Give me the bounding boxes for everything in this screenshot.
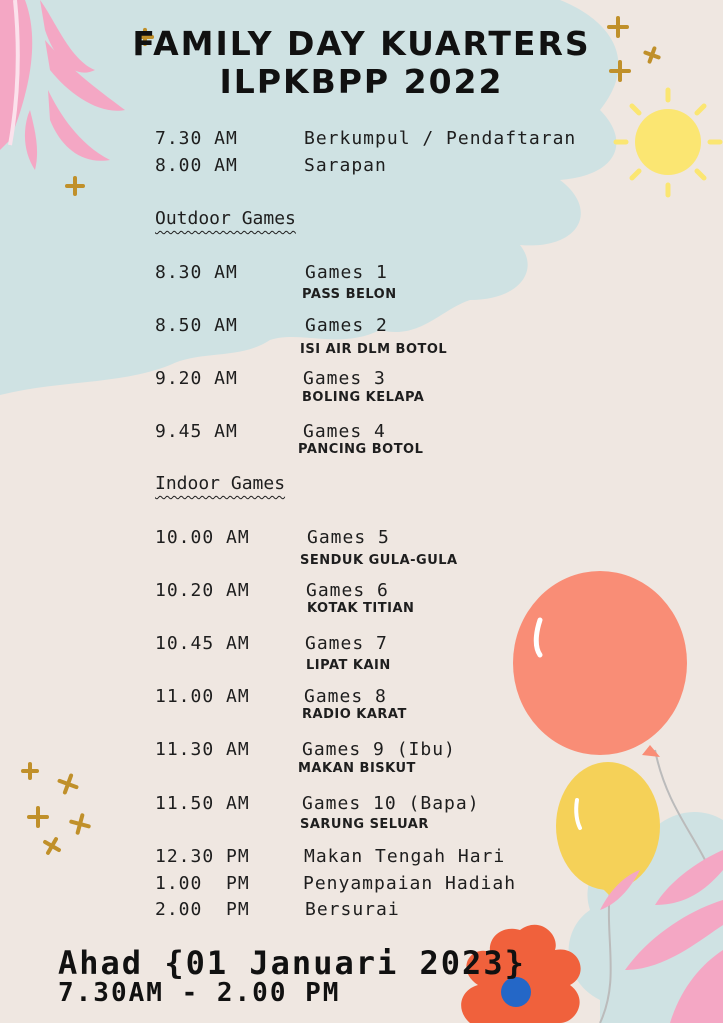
schedule-time: 11.30 AM — [155, 739, 250, 760]
event-hours: 7.30AM - 2.00 PM — [58, 978, 341, 1008]
schedule-activity: Games 5 — [307, 527, 390, 548]
schedule-time: 11.00 AM — [155, 686, 250, 707]
schedule-time: 7.30 AM — [155, 128, 238, 149]
schedule-activity: Bersurai — [305, 899, 400, 920]
schedule-activity: Games 8 — [304, 686, 387, 707]
game-name: SENDUK GULA-GULA — [300, 553, 458, 568]
schedule-time: 8.00 AM — [155, 155, 238, 176]
schedule-time: 2.00 PM — [155, 899, 250, 920]
schedule-activity: Games 3 — [303, 368, 386, 389]
game-name: BOLING KELAPA — [302, 390, 425, 405]
schedule-time: 11.50 AM — [155, 793, 250, 814]
game-name: MAKAN BISKUT — [298, 761, 416, 776]
schedule-time: 10.20 AM — [155, 580, 250, 601]
game-name: PANCING BOTOL — [298, 442, 424, 457]
schedule-activity: Games 2 — [305, 315, 388, 336]
schedule-time: 8.50 AM — [155, 315, 238, 336]
schedule-time: 9.20 AM — [155, 368, 238, 389]
sun-icon — [616, 90, 720, 195]
schedule-activity: Games 4 — [303, 421, 386, 442]
game-name: LIPAT KAIN — [306, 658, 391, 673]
schedule-activity: Penyampaian Hadiah — [303, 873, 517, 894]
event-date: Ahad {01 Januari 2023} — [58, 944, 526, 982]
schedule-time: 10.00 AM — [155, 527, 250, 548]
schedule-time: 1.00 PM — [155, 873, 250, 894]
schedule-time: 12.30 PM — [155, 846, 250, 867]
page-subtitle: ILPKBPP 2022 — [219, 62, 504, 101]
schedule-activity: Games 10 (Bapa) — [302, 793, 480, 814]
game-name: ISI AIR DLM BOTOL — [300, 342, 448, 357]
schedule-time: 10.45 AM — [155, 633, 250, 654]
schedule-activity: Berkumpul / Pendaftaran — [304, 128, 577, 149]
outdoor-games-heading: Outdoor Games — [155, 208, 296, 229]
game-name: KOTAK TITIAN — [307, 601, 415, 616]
game-name: RADIO KARAT — [302, 707, 407, 722]
indoor-games-heading: Indoor Games — [155, 473, 286, 494]
schedule-activity: Games 7 — [305, 633, 388, 654]
schedule-time: 9.45 AM — [155, 421, 238, 442]
game-name: PASS BELON — [302, 287, 397, 302]
schedule-time: 8.30 AM — [155, 262, 238, 283]
schedule-activity: Games 6 — [306, 580, 389, 601]
schedule-activity: Games 9 (Ibu) — [302, 739, 456, 760]
schedule-activity: Sarapan — [304, 155, 387, 176]
page-title: FAMILY DAY KUARTERS — [132, 24, 591, 63]
schedule-activity: Makan Tengah Hari — [304, 846, 506, 867]
game-name: SARUNG SELUAR — [300, 817, 429, 832]
schedule-activity: Games 1 — [305, 262, 388, 283]
